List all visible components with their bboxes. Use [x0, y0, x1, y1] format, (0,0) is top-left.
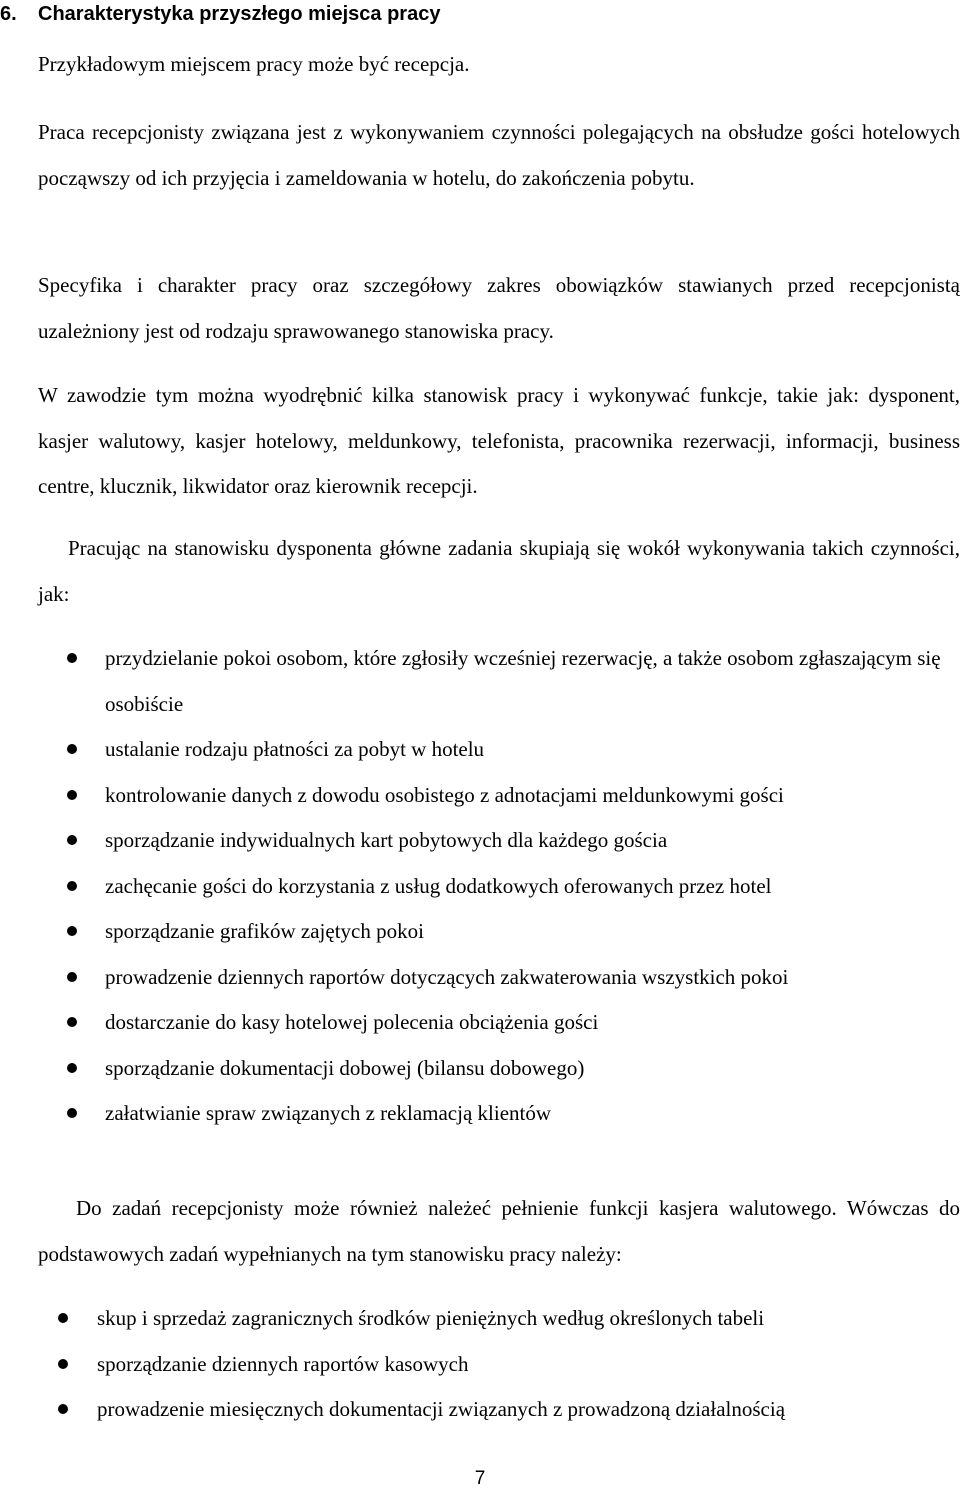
bullet-icon	[67, 744, 77, 754]
bullet-icon	[67, 881, 77, 891]
section-title: Charakterystyka przyszłego miejsca pracy	[38, 3, 441, 25]
list-item: ustalanie rodzaju płatności za pobyt w hotelu	[105, 727, 960, 773]
bullet-icon	[67, 653, 77, 663]
list-item: sporządzanie grafików zajętych pokoi	[105, 909, 960, 955]
list-item: prowadzenie miesięcznych dokumentacji związanych z prowadzoną działalnością	[97, 1387, 960, 1433]
list-item: sporządzanie dokumentacji dobowej (bilansu dobowego)	[105, 1046, 960, 1092]
list-item: sporządzanie dziennych raportów kasowych	[97, 1342, 960, 1388]
bullet-icon	[67, 926, 77, 936]
bullet-icon	[58, 1359, 68, 1369]
list-item: zachęcanie gości do korzystania z usług dodatkowych oferowanych przez hotel	[105, 864, 960, 910]
paragraph-receptionist-work: Praca recepcjonisty związana jest z wykonywaniem czynności polegających na obsłudze gości hotelowych począwszy od ich przyjęcia i zameldowania w hotelu, do zakończenia pobytu.	[38, 120, 960, 190]
bullet-icon	[67, 1017, 77, 1027]
bullet-icon	[67, 1108, 77, 1118]
bullet-icon	[67, 972, 77, 982]
dispatcher-duties-list	[105, 636, 960, 1137]
bullet-icon	[58, 1404, 68, 1414]
bullet-icon	[67, 1063, 77, 1073]
section-number: 6.	[0, 3, 17, 25]
page-number: 7	[474, 1468, 486, 1489]
list-item: załatwianie spraw związanych z reklamacją klientów	[105, 1091, 960, 1137]
list-item: skup i sprzedaż zagranicznych środków pieniężnych według określonych tabeli	[97, 1296, 960, 1342]
section-heading	[0, 0, 950, 28]
paragraph-specifics: Specyfika i charakter pracy oraz szczegółowy zakres obowiązków stawianych przed recepcjonistą uzależniony jest od rodzaju sprawowanego stanowiska pracy.	[38, 273, 960, 343]
list-item: przydzielanie pokoi osobom, które zgłosiły wcześniej rezerwację, a także osobom zgłaszającym się osobiście	[105, 636, 960, 727]
paragraph-positions: W zawodzie tym można wyodrębnić kilka stanowisk pracy i wykonywać funkcje, takie jak: dysponent, kasjer walutowy, kasjer hotelowy, meldunkowy, telefonista, pracownika rezerwacji, informacji, business centre, klucznik, likwidator oraz kierownik recepcji.	[38, 383, 960, 498]
bullet-icon	[67, 790, 77, 800]
bullet-icon	[67, 835, 77, 845]
cashier-duties-list	[97, 1296, 960, 1433]
paragraph-dispatcher: Pracując na stanowisku dysponenta główne zadania skupiają się wokół wykonywania takich czynności, jak:	[38, 536, 960, 606]
list-item: sporządzanie indywidualnych kart pobytowych dla każdego gościa	[105, 818, 960, 864]
bullet-icon	[58, 1313, 68, 1323]
list-item: dostarczanie do kasy hotelowej polecenia obciążenia gości	[105, 1000, 960, 1046]
paragraph-intro: Przykładowym miejscem pracy może być recepcja.	[38, 52, 470, 76]
paragraph-cashier: Do zadań recepcjonisty może również należeć pełnienie funkcji kasjera walutowego. Wówczas do podstawowych zadań wypełnianych na tym stanowisku pracy należy:	[38, 1196, 960, 1266]
list-item: prowadzenie dziennych raportów dotyczących zakwaterowania wszystkich pokoi	[105, 955, 960, 1001]
list-item: kontrolowanie danych z dowodu osobistego z adnotacjami meldunkowymi gości	[105, 773, 960, 819]
